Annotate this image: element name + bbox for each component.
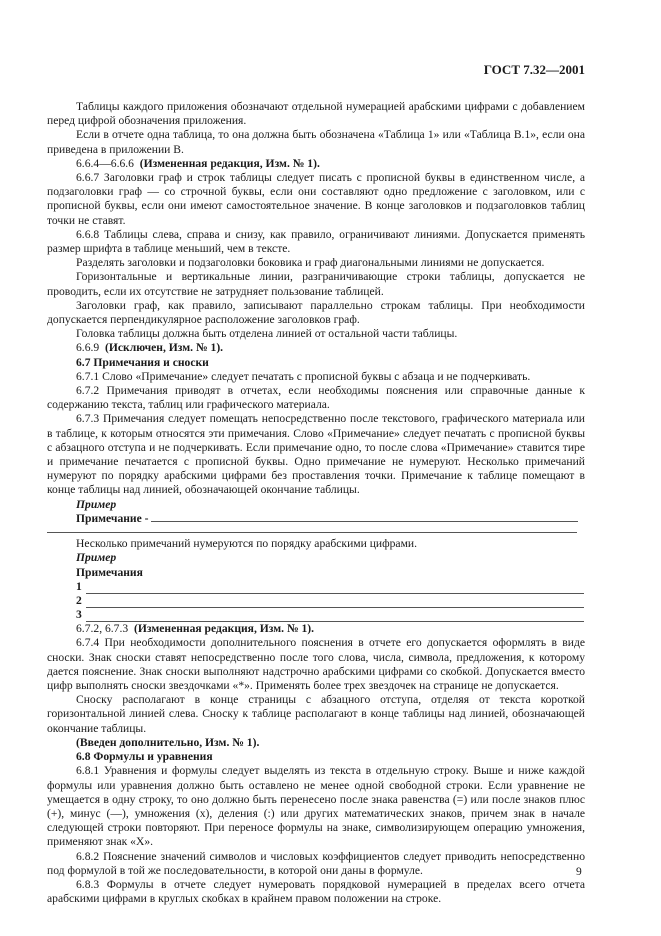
amendment-note (47, 622, 585, 636)
paragraph: Если в отчете одна таблица, то она должна быть обозначена «Таблица 1» или «Таблица В.1», если она приведена в приложении В. (47, 128, 585, 156)
note-number: 1 (76, 579, 82, 593)
paragraph: Таблицы каждого приложения обозначают отдельной нумерацией арабскими цифрами с добавлением перед цифрой обозначения приложения. (47, 100, 585, 128)
note-number: 3 (76, 608, 82, 622)
paragraph: 6.7.4 При необходимости дополнительного пояснения в отчете его допускается оформлять в виде сноски. Знак сноски ставят непосредственно после того слова, числа, символа, предложения, к которому дается пояснение. Знак сноски выполняют надстрочно арабскими цифрами со скобкой. Допускается вместо цифр выполнять сноски звездочками «*». Применять более трех звездочек на странице не допускается. (47, 636, 585, 693)
paragraph: Несколько примечаний нумеруются по порядку арабскими цифрами. (76, 537, 418, 551)
example-label: Пример (76, 551, 117, 565)
paragraph: 6.8.1 Уравнения и формулы следует выделять из текста в отдельную строку. Выше и ниже каждой формулы или уравнения должно быть оставлено не менее одной свободной строки. Если уравнение не умещается в одну строку, то оно должно быть перенесено после знака равенства (=) или после знаков плюс (+), минус (—), умножения (х), деления (:) или других математических знаков, причем знак в начале следующей строки повторяют. При переносе формулы на знаке, символизирующем операцию умножения, применяют знак «Х». (47, 764, 585, 849)
paragraph: 6.6.8 Таблицы слева, справа и снизу, как правило, ограничивают линиями. Допускается применять размер шрифта в таблице меньший, чем в тексте. (47, 227, 585, 256)
amendment-text: (Измененная редакция, Изм. № 1). (139, 156, 320, 170)
amendment-note: (Введен дополнительно, Изм. № 1). (76, 735, 260, 749)
paragraph: 6.8.3 Формулы в отчете следует нумеровать порядковой нумерацией в пределах всего отчета арабскими цифрами в круглых скобках в крайнем правом положении на строке. (47, 877, 585, 906)
paragraph: Заголовки граф, как правило, записывают параллельно строкам таблицы. При необходимости допускается перпендикулярное расположение заголовков граф. (47, 298, 585, 327)
numbered-note-line (47, 608, 585, 622)
blank-line (86, 598, 584, 608)
notes-label: Примечания (76, 565, 143, 579)
paragraph: Разделять заголовки и подзаголовки боковика и граф диагональными линиями не допускается. (76, 256, 545, 270)
clause-number: 6.6.4—6.6.6 (76, 156, 134, 170)
blank-line (86, 584, 584, 594)
paragraph: 6.7.2 Примечания приводят в отчетах, если необходимы пояснения или справочные данные к содержанию текста, таблиц или графического материала. (47, 384, 585, 412)
blank-line (47, 526, 577, 533)
blank-line (86, 612, 584, 622)
paragraph: Головка таблицы должна быть отделена линией от остальной части таблицы. (76, 327, 458, 341)
document-header: ГОСТ 7.32—2001 (483, 62, 585, 77)
paragraph: 6.7.3 Примечания следует помещать непосредственно после текстового, графического материала или в таблице, к которым относятся эти примечания. Слово «Примечание» следует печатать с прописной буквы с абзацного отступа и не подчеркивать. Если примечание одно, то после слова «Примечание» ставится тире и примечание печатается с прописной буквы. Одно примечание не нумеруют. Несколько примечаний нумеруют по порядку арабскими цифрами без проставления точки. Примечание к таблице помещают в конце таблицы над линией, обозначающей окончание таблицы. (47, 412, 585, 497)
paragraph: 6.6.7 Заголовки граф и строк таблицы следует писать с прописной буквы в единственном числе, а подзаголовки граф — со строчной буквы, если они составляют одно предложение с заголовком, или с прописной буквы, если они имеют самостоятельное значение. В конце заголовков и подзаголовков таблиц точки не ставят. (47, 171, 585, 227)
paragraph: 6.8.2 Пояснение значений символов и числовых коэффициентов следует приводить непосредственно под формулой в той же последовательности, в которой они даны в формуле. (47, 849, 585, 877)
amendment-text: (Измененная редакция, Изм. № 1). (133, 622, 315, 636)
note-number: 2 (76, 593, 82, 607)
page-body (47, 100, 585, 906)
numbered-note-line (47, 594, 585, 608)
section-heading-6-8: 6.8 Формулы и уравнения (76, 750, 213, 764)
paragraph: 6.7.1 Слово «Примечание» следует печатать с прописной буквы с абзаца и не подчеркивать. (76, 369, 531, 383)
amendment-note (47, 157, 585, 171)
amendment-text: (Исключен, Изм. № 1). (104, 341, 224, 355)
example-note-line (47, 512, 585, 526)
clause-number: 6.6.9 (76, 341, 100, 355)
blank-line (151, 512, 578, 522)
numbered-note-line (47, 580, 585, 594)
page-number: 9 (576, 866, 582, 878)
clause-number: 6.7.2, 6.7.3 (76, 622, 129, 636)
amendment-note (47, 341, 585, 355)
note-label: Примечание - (76, 511, 149, 525)
paragraph: Горизонтальные и вертикальные линии, разграничивающие строки таблицы, допускается не проводить, если их отсутствие не затрудняет пользование таблицей. (47, 270, 585, 298)
example-label: Пример (76, 497, 117, 511)
paragraph: Сноску располагают в конце страницы с абзацного отступа, отделяя от текста короткой горизонтальной линией слева. Сноску к таблице располагают в конце таблицы над линией, обозначающей окончание таблицы. (47, 693, 585, 735)
section-heading-6-7: 6.7 Примечания и сноски (76, 355, 209, 369)
